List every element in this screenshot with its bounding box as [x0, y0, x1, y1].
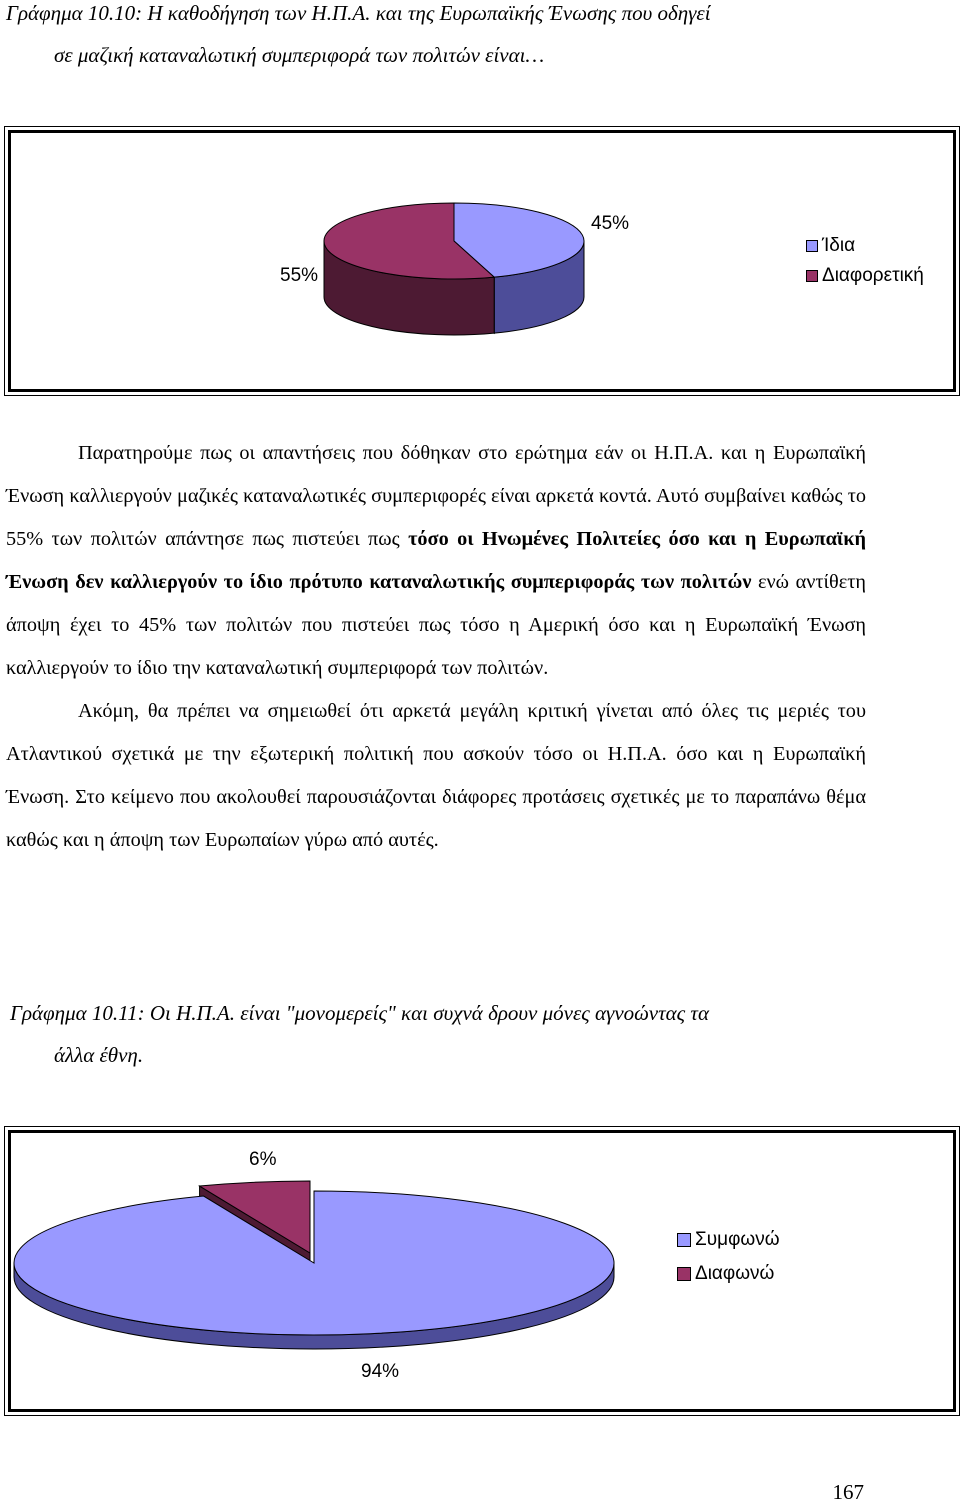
figure1-caption-line1: Γράφημα 10.10: Η καθοδήγηση των Η.Π.Α. και της Ευρωπαϊκής Ένωσης που οδηγεί	[6, 1, 711, 25]
paragraph-1-start: Παρατηρούμε πως οι απαντήσεις που δόθηκαν στο ερώτημα εάν οι Η.Π.Α. και η Ευρωπαϊκή Ένωση καλλιεργούν μαζικές καταναλωτικές συμπεριφορές είναι αρκετά κοντά. Αυτό συμβαίνει καθώς το 55% των πολιτών απάντησε πως πιστεύει πως	[6, 442, 866, 550]
chart1-frame	[8, 130, 956, 392]
legend-item-diaforetiki	[806, 261, 924, 291]
chart1-label-45: 45%	[591, 213, 630, 234]
legend-label-diafono: Διαφωνώ	[695, 1263, 775, 1284]
paragraph-2: Ακόμη, θα πρέπει να σημειωθεί ότι αρκετά μεγάλη κριτική γίνεται από όλες τις μεριές του Ατλαντικού σχετικά με την εξωτερική πολιτική που ασκούν τόσο οι Η.Π.Α. όσο και η Ευρωπαϊκή Ένωση. Στο κείμενο που ακολουθεί παρουσιάζονται διάφορες προτάσεις σχετικές με το παραπάνω θέμα καθώς και η άποψη των Ευρωπαίων γύρω από αυτές.	[6, 700, 866, 851]
figure1-caption	[6, 0, 711, 76]
legend-item-idia	[806, 231, 924, 261]
chart1-legend	[806, 231, 924, 291]
legend-label-symfono: Συμφωνώ	[695, 1229, 780, 1250]
paragraph-1-end: ενώ αντίθετη άποψη έχει το 45% των πολιτών που πιστεύει πως τόσο η Αμερική όσο και η Ευρωπαϊκή Ένωση καλλιεργούν το ίδιο την καταναλωτική συμπεριφορά των πολιτών.	[6, 571, 866, 679]
legend-swatch-blue	[677, 1233, 691, 1247]
legend-item-symfono	[677, 1225, 780, 1255]
paragraph-1-bold: τόσο οι Ηνωμένες Πολιτείες όσο και η Ευρωπαϊκή Ένωση δεν καλλιεργούν το ίδιο πρότυπο καταναλωτικής συμπεριφοράς των πολιτών	[6, 528, 866, 593]
chart2-slice-top-0	[14, 1191, 614, 1335]
chart2-pie	[11, 1133, 953, 1409]
chart2-frame	[8, 1130, 956, 1412]
figure2-caption	[10, 992, 709, 1076]
figure2-caption-line2: άλλα έθνη.	[54, 1043, 144, 1067]
figure2-caption-line1: Γράφημα 10.11: Οι Η.Π.Α. είναι "μονομερείς" και συχνά δρουν μόνες αγνοώντας τα	[10, 1001, 709, 1025]
chart2-label-6: 6%	[249, 1149, 277, 1170]
legend-label-diaforetiki: Διαφορετική	[822, 265, 924, 286]
page-number: 167	[832, 1480, 864, 1504]
legend-swatch-maroon	[806, 270, 818, 282]
body-text	[6, 432, 866, 862]
legend-item-diafono	[677, 1259, 780, 1289]
legend-label-idia: Ίδια	[822, 235, 856, 256]
chart1-label-55: 55%	[280, 265, 319, 286]
paragraph-1	[6, 432, 866, 690]
legend-swatch-maroon	[677, 1267, 691, 1281]
chart2-label-94: 94%	[361, 1361, 400, 1382]
chart2-legend	[677, 1225, 780, 1289]
figure1-caption-line2: σε μαζική καταναλωτική συμπεριφορά των πολιτών είναι…	[54, 43, 545, 67]
legend-swatch-blue	[806, 240, 818, 252]
